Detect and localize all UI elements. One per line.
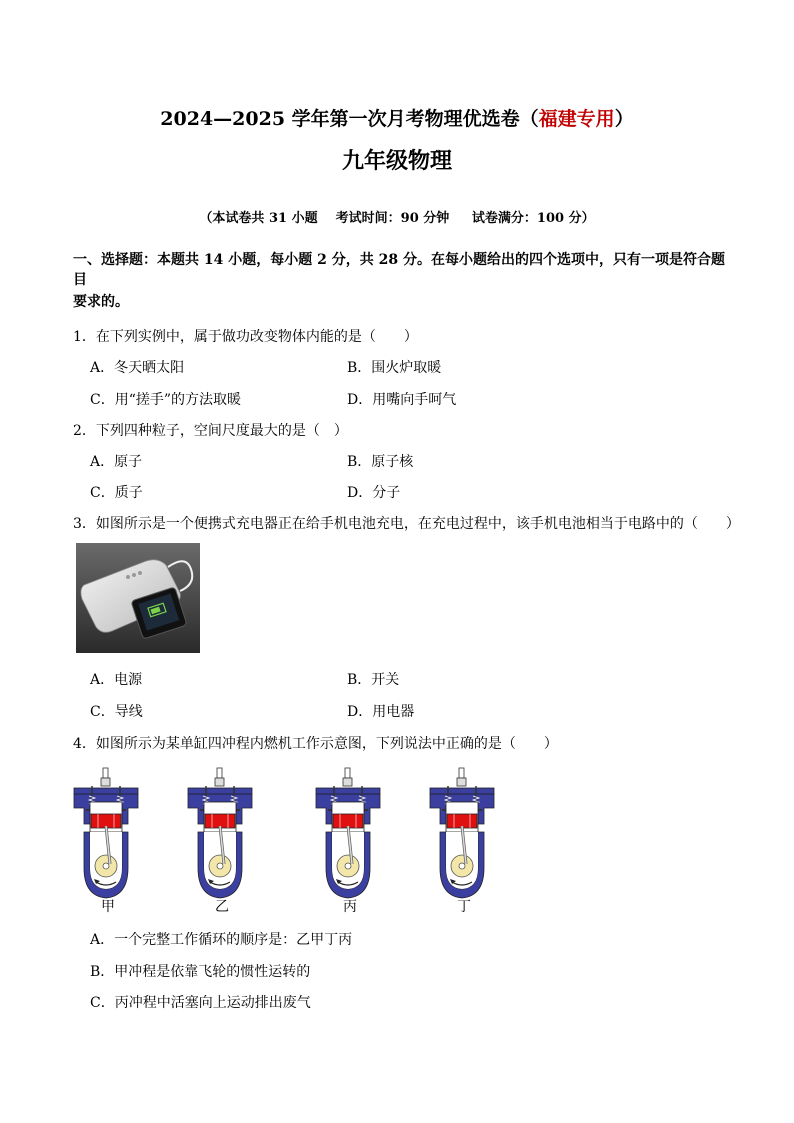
question-3-stem: 3．如图所示是一个便携式充电器正在给手机电池充电，在充电过程中，该手机电池相当于电路中的（ ） — [73, 516, 740, 532]
charger-phone-photo — [76, 543, 200, 653]
section-heading-line1: 一、选择题：本题共 14 小题，每小题 2 分，共 28 分。在每小题给出的四个选项中，只有一项是符合题目 — [73, 252, 725, 288]
question-2-option-a: A．原子 — [90, 454, 143, 470]
engine-label-ding: 丁 — [457, 899, 471, 915]
question-3-option-b: B．开关 — [347, 672, 400, 688]
question-4-option-c: C．丙冲程中活塞向上运动排出废气 — [90, 995, 311, 1011]
question-2-stem: 2．下列四种粒子，空间尺度最大的是（ ） — [73, 423, 348, 439]
four-stroke-engine-diagram — [70, 760, 510, 920]
engine-label-bing: 丙 — [343, 899, 357, 915]
question-3-option-c: C．导线 — [90, 704, 143, 720]
question-4-stem: 4．如图所示为某单缸四冲程内燃机工作示意图，下列说法中正确的是（ ） — [73, 736, 558, 752]
exam-title — [0, 104, 794, 131]
question-3-option-a: A．电源 — [90, 672, 143, 688]
question-1-option-a: A．冬天晒太阳 — [90, 360, 185, 376]
question-2-option-c: C．质子 — [90, 485, 143, 501]
question-2-option-b: B．原子核 — [347, 454, 414, 470]
title-text: 2024—2025 学年第一次月考物理优选卷（ — [160, 108, 539, 130]
question-1-option-b: B．围火炉取暖 — [347, 360, 442, 376]
question-3-option-d: D．用电器 — [347, 704, 415, 720]
question-1-option-c: C．用“搓手”的方法取暖 — [90, 392, 242, 408]
title-region: 福建专用 — [538, 108, 615, 130]
question-2-option-d: D．分子 — [347, 485, 401, 501]
title-bracket: ） — [614, 108, 634, 130]
exam-meta: （本试卷共 31 小题 考试时间：90 分钟 试卷满分：100 分） — [199, 211, 595, 226]
question-4-option-a: A．一个完整工作循环的顺序是：乙甲丁丙 — [90, 932, 353, 948]
question-1-stem: 1．在下列实例中，属于做功改变物体内能的是（ ） — [73, 329, 418, 345]
question-1-option-d: D．用嘴向手呵气 — [347, 392, 457, 408]
section-heading-line2: 要求的。 — [73, 294, 129, 310]
question-4-option-b: B．甲冲程是依靠飞轮的惯性运转的 — [90, 964, 311, 980]
engine-label-jia: 甲 — [101, 899, 115, 915]
engine-label-yi: 乙 — [215, 899, 229, 915]
exam-subtitle: 九年级物理 — [341, 149, 452, 174]
